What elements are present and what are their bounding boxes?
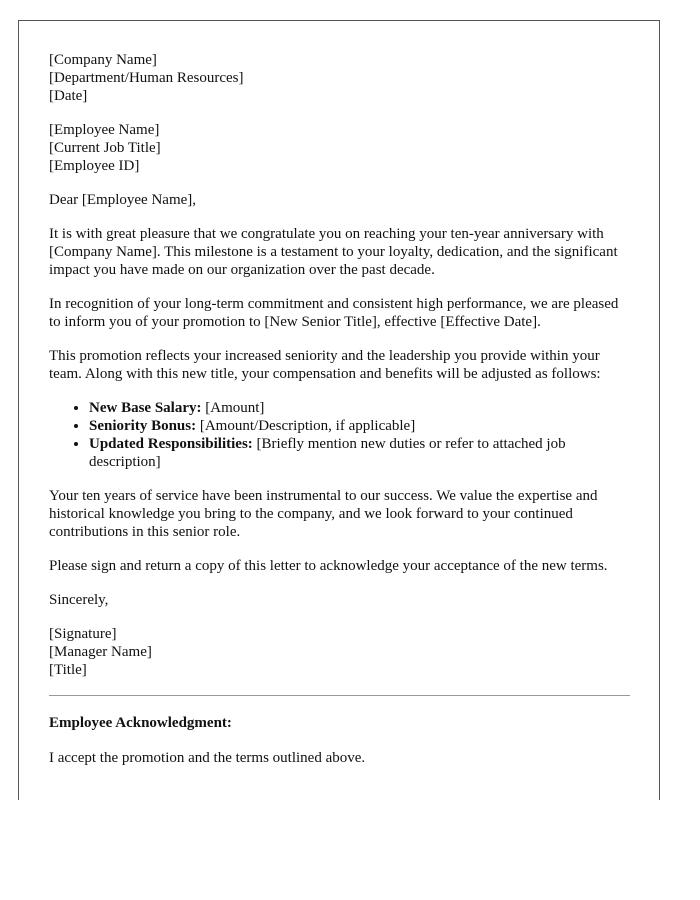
- paragraph-instructions: Please sign and return a copy of this letter to acknowledge your acceptance of the new terms.: [49, 558, 608, 574]
- term-value: [Amount]: [201, 400, 265, 416]
- list-item: [89, 435, 630, 471]
- manager-title: [Title]: [49, 662, 87, 678]
- divider: [49, 695, 630, 696]
- acknowledgment-heading: Employee Acknowledgment:: [49, 715, 232, 731]
- term-label: Seniority Bonus:: [89, 418, 197, 434]
- closing: Sincerely,: [49, 592, 109, 608]
- terms-list: [49, 399, 630, 471]
- list-item: [89, 399, 630, 417]
- recipient-title: [Current Job Title]: [49, 140, 161, 156]
- term-value: [Amount/Description, if applicable]: [196, 418, 416, 434]
- acknowledgment-text: I accept the promotion and the terms outlined above.: [49, 750, 366, 766]
- term-label: Updated Responsibilities:: [89, 436, 253, 452]
- sender-department: [Department/Human Resources]: [49, 70, 244, 86]
- manager-name: [Manager Name]: [49, 644, 152, 660]
- paragraph-promotion: In recognition of your long-term commitment and consistent high performance, we are pleased to inform you of your promotion to [New Senior Title], effective [Effective Date].: [49, 296, 619, 330]
- recipient-block: [49, 121, 630, 175]
- paragraph-adjustments: This promotion reflects your increased seniority and the leadership you provide within your team. Along with this new title, your compensation and benefits will be adjusted as follows:: [49, 348, 601, 382]
- letter-date: [Date]: [49, 88, 88, 104]
- term-value: [Briefly mention new duties or refer to attached job description]: [89, 436, 566, 470]
- signature-block: [49, 625, 630, 679]
- salutation: Dear [Employee Name],: [49, 192, 197, 208]
- paragraph-appreciation: Your ten years of service have been instrumental to our success. We value the expertise and historical knowledge you bring to the company, and we look forward to your continued contributions in this senior role.: [49, 488, 598, 540]
- paragraph-congratulations: It is with great pleasure that we congratulate you on reaching your ten-year anniversary with [Company Name]. This milestone is a testament to your loyalty, dedication, and the significant impact you have made on our organization over the past decade.: [49, 226, 618, 278]
- signature-line: [Signature]: [49, 626, 117, 642]
- letter-page: [18, 20, 660, 800]
- recipient-name: [Employee Name]: [49, 122, 160, 138]
- list-item: [89, 417, 630, 435]
- term-label: New Base Salary:: [89, 400, 202, 416]
- recipient-id: [Employee ID]: [49, 158, 140, 174]
- sender-company: [Company Name]: [49, 52, 157, 68]
- sender-block: [49, 51, 630, 105]
